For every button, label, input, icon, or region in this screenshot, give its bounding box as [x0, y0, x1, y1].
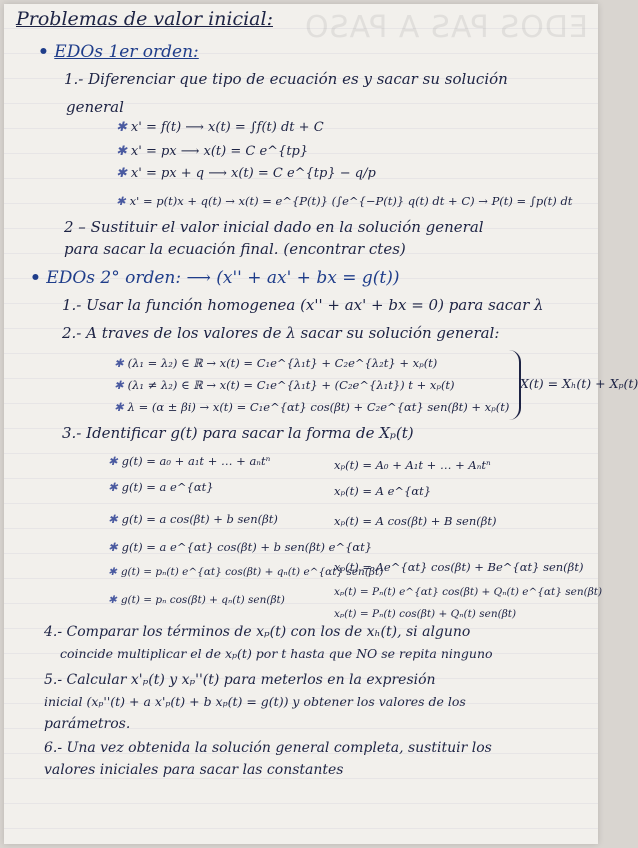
star-icon: ✱: [108, 540, 118, 554]
second-order-step5-line3: parámetros.: [44, 716, 131, 732]
star-icon: ✱: [108, 480, 118, 494]
star-icon: ✱: [108, 594, 117, 606]
first-order-step2-line2: para sacar la ecuación final. (encontrar ctes): [64, 240, 406, 258]
page-title: Problemas de valor inicial:: [16, 8, 273, 30]
star-icon: ✱: [116, 120, 127, 135]
second-order-step6-line2: valores iniciales para sacar las constantes: [44, 762, 344, 778]
star-icon: ✱: [116, 166, 127, 181]
second-order-step1: 1.- Usar la función homogenea (x'' + ax' + bx = 0) para sacar λ: [62, 296, 544, 314]
second-order-heading: • EDOs 2° orden: ⟶ (x'' + ax' + bx = g(t)): [30, 268, 400, 288]
formula-row: ✱ x' = px + q ⟶ x(t) = C e^{tp} − q/p: [116, 166, 376, 181]
g-form-left: ✱ g(t) = pₙ(t) e^{αt} cos(βt) + qₙ(t) e^{αt} sen(βt): [108, 566, 384, 578]
formula-row: ✱ x' = f(t) ⟶ x(t) = ∫f(t) dt + C: [116, 120, 324, 135]
first-order-heading: • EDOs 1er orden:: [38, 42, 199, 62]
star-icon: ✱: [114, 378, 124, 392]
xp-form-right: xₚ(t) = A₀ + A₁t + … + Aₙtⁿ: [334, 458, 491, 472]
first-order-step1-line1: 1.- Diferenciar que tipo de ecuación es y sacar su solución: [64, 70, 508, 88]
watermark-text: EDOS PAS A PASO: [304, 10, 588, 45]
notebook-page: [4, 4, 638, 844]
star-icon: ✱: [116, 194, 126, 208]
first-order-step1-line2: general: [66, 98, 124, 116]
case-row: ✱ λ = (α ± βi) → x(t) = C₁e^{αt} cos(βt) + C₂e^{αt} sen(βt) + xₚ(t): [114, 400, 510, 414]
xp-form-right: xₚ(t) = A cos(βt) + B sen(βt): [334, 514, 497, 528]
second-order-step6-line1: 6.- Una vez obtenida la solución general completa, sustituir los: [44, 740, 492, 756]
xp-form-right: xₚ(t) = Pₙ(t) e^{αt} cos(βt) + Qₙ(t) e^{αt} sen(βt): [334, 586, 603, 598]
second-order-step4-line2: coincide multiplicar el de xₚ(t) por t hasta que NO se repita ninguno: [60, 646, 493, 661]
star-icon: ✱: [108, 512, 118, 526]
xp-form-right: xₚ(t) = Ae^{αt} cos(βt) + Be^{αt} sen(βt): [334, 560, 584, 574]
second-order-step5-line1: 5.- Calcular x'ₚ(t) y xₚ''(t) para meterlos en la expresión: [44, 672, 436, 688]
xp-form-right: xₚ(t) = A e^{αt}: [334, 484, 432, 498]
case-row: ✱ (λ₁ ≠ λ₂) ∈ ℝ → x(t) = C₁e^{λ₁t} + (C₂e^{λ₁t}) t + xₚ(t): [114, 378, 455, 392]
second-order-step5-line2: inicial (xₚ''(t) + a x'ₚ(t) + b xₚ(t) = g(t)) y obtener los valores de los: [44, 694, 466, 709]
formula-row: ✱ x' = p(t)x + q(t) → x(t) = e^{P(t)} (∫e^{−P(t)} q(t) dt + C) → P(t) = ∫p(t) dt: [116, 194, 573, 208]
star-icon: ✱: [108, 454, 118, 468]
star-icon: ✱: [114, 356, 124, 370]
xp-form-right: xₚ(t) = Pₙ(t) cos(βt) + Qₙ(t) sen(βt): [334, 608, 517, 620]
star-icon: ✱: [108, 566, 117, 578]
second-order-step2: 2.- A traves de los valores de λ sacar su solución general:: [62, 324, 500, 342]
g-form-left: ✱ g(t) = pₙ cos(βt) + qₙ(t) sen(βt): [108, 594, 285, 606]
star-icon: ✱: [116, 144, 127, 159]
first-order-step2-line1: 2 – Sustituir el valor inicial dado en la solución general: [64, 218, 484, 236]
bullet-icon: •: [38, 42, 49, 62]
bullet-icon: •: [30, 268, 41, 288]
second-order-step4-line1: 4.- Comparar los términos de xₚ(t) con los de xₕ(t), si alguno: [44, 624, 471, 640]
g-form-left: ✱ g(t) = a₀ + a₁t + … + aₙtⁿ: [108, 454, 271, 468]
star-icon: ✱: [114, 400, 124, 414]
formula-row: ✱ x' = px ⟶ x(t) = C e^{tp}: [116, 144, 309, 159]
second-order-step3: 3.- Identificar g(t) para sacar la forma de Xₚ(t): [62, 424, 414, 442]
case-row: ✱ (λ₁ = λ₂) ∈ ℝ → x(t) = C₁e^{λ₁t} + C₂e^{λ₂t} + xₚ(t): [114, 356, 438, 370]
general-solution-label: X(t) = Xₕ(t) + Xₚ(t): [520, 376, 638, 391]
g-form-left: ✱ g(t) = a cos(βt) + b sen(βt): [108, 512, 278, 526]
g-form-left: ✱ g(t) = a e^{αt} cos(βt) + b sen(βt) e^{αt}: [108, 540, 373, 554]
g-form-left: ✱ g(t) = a e^{αt}: [108, 480, 214, 494]
